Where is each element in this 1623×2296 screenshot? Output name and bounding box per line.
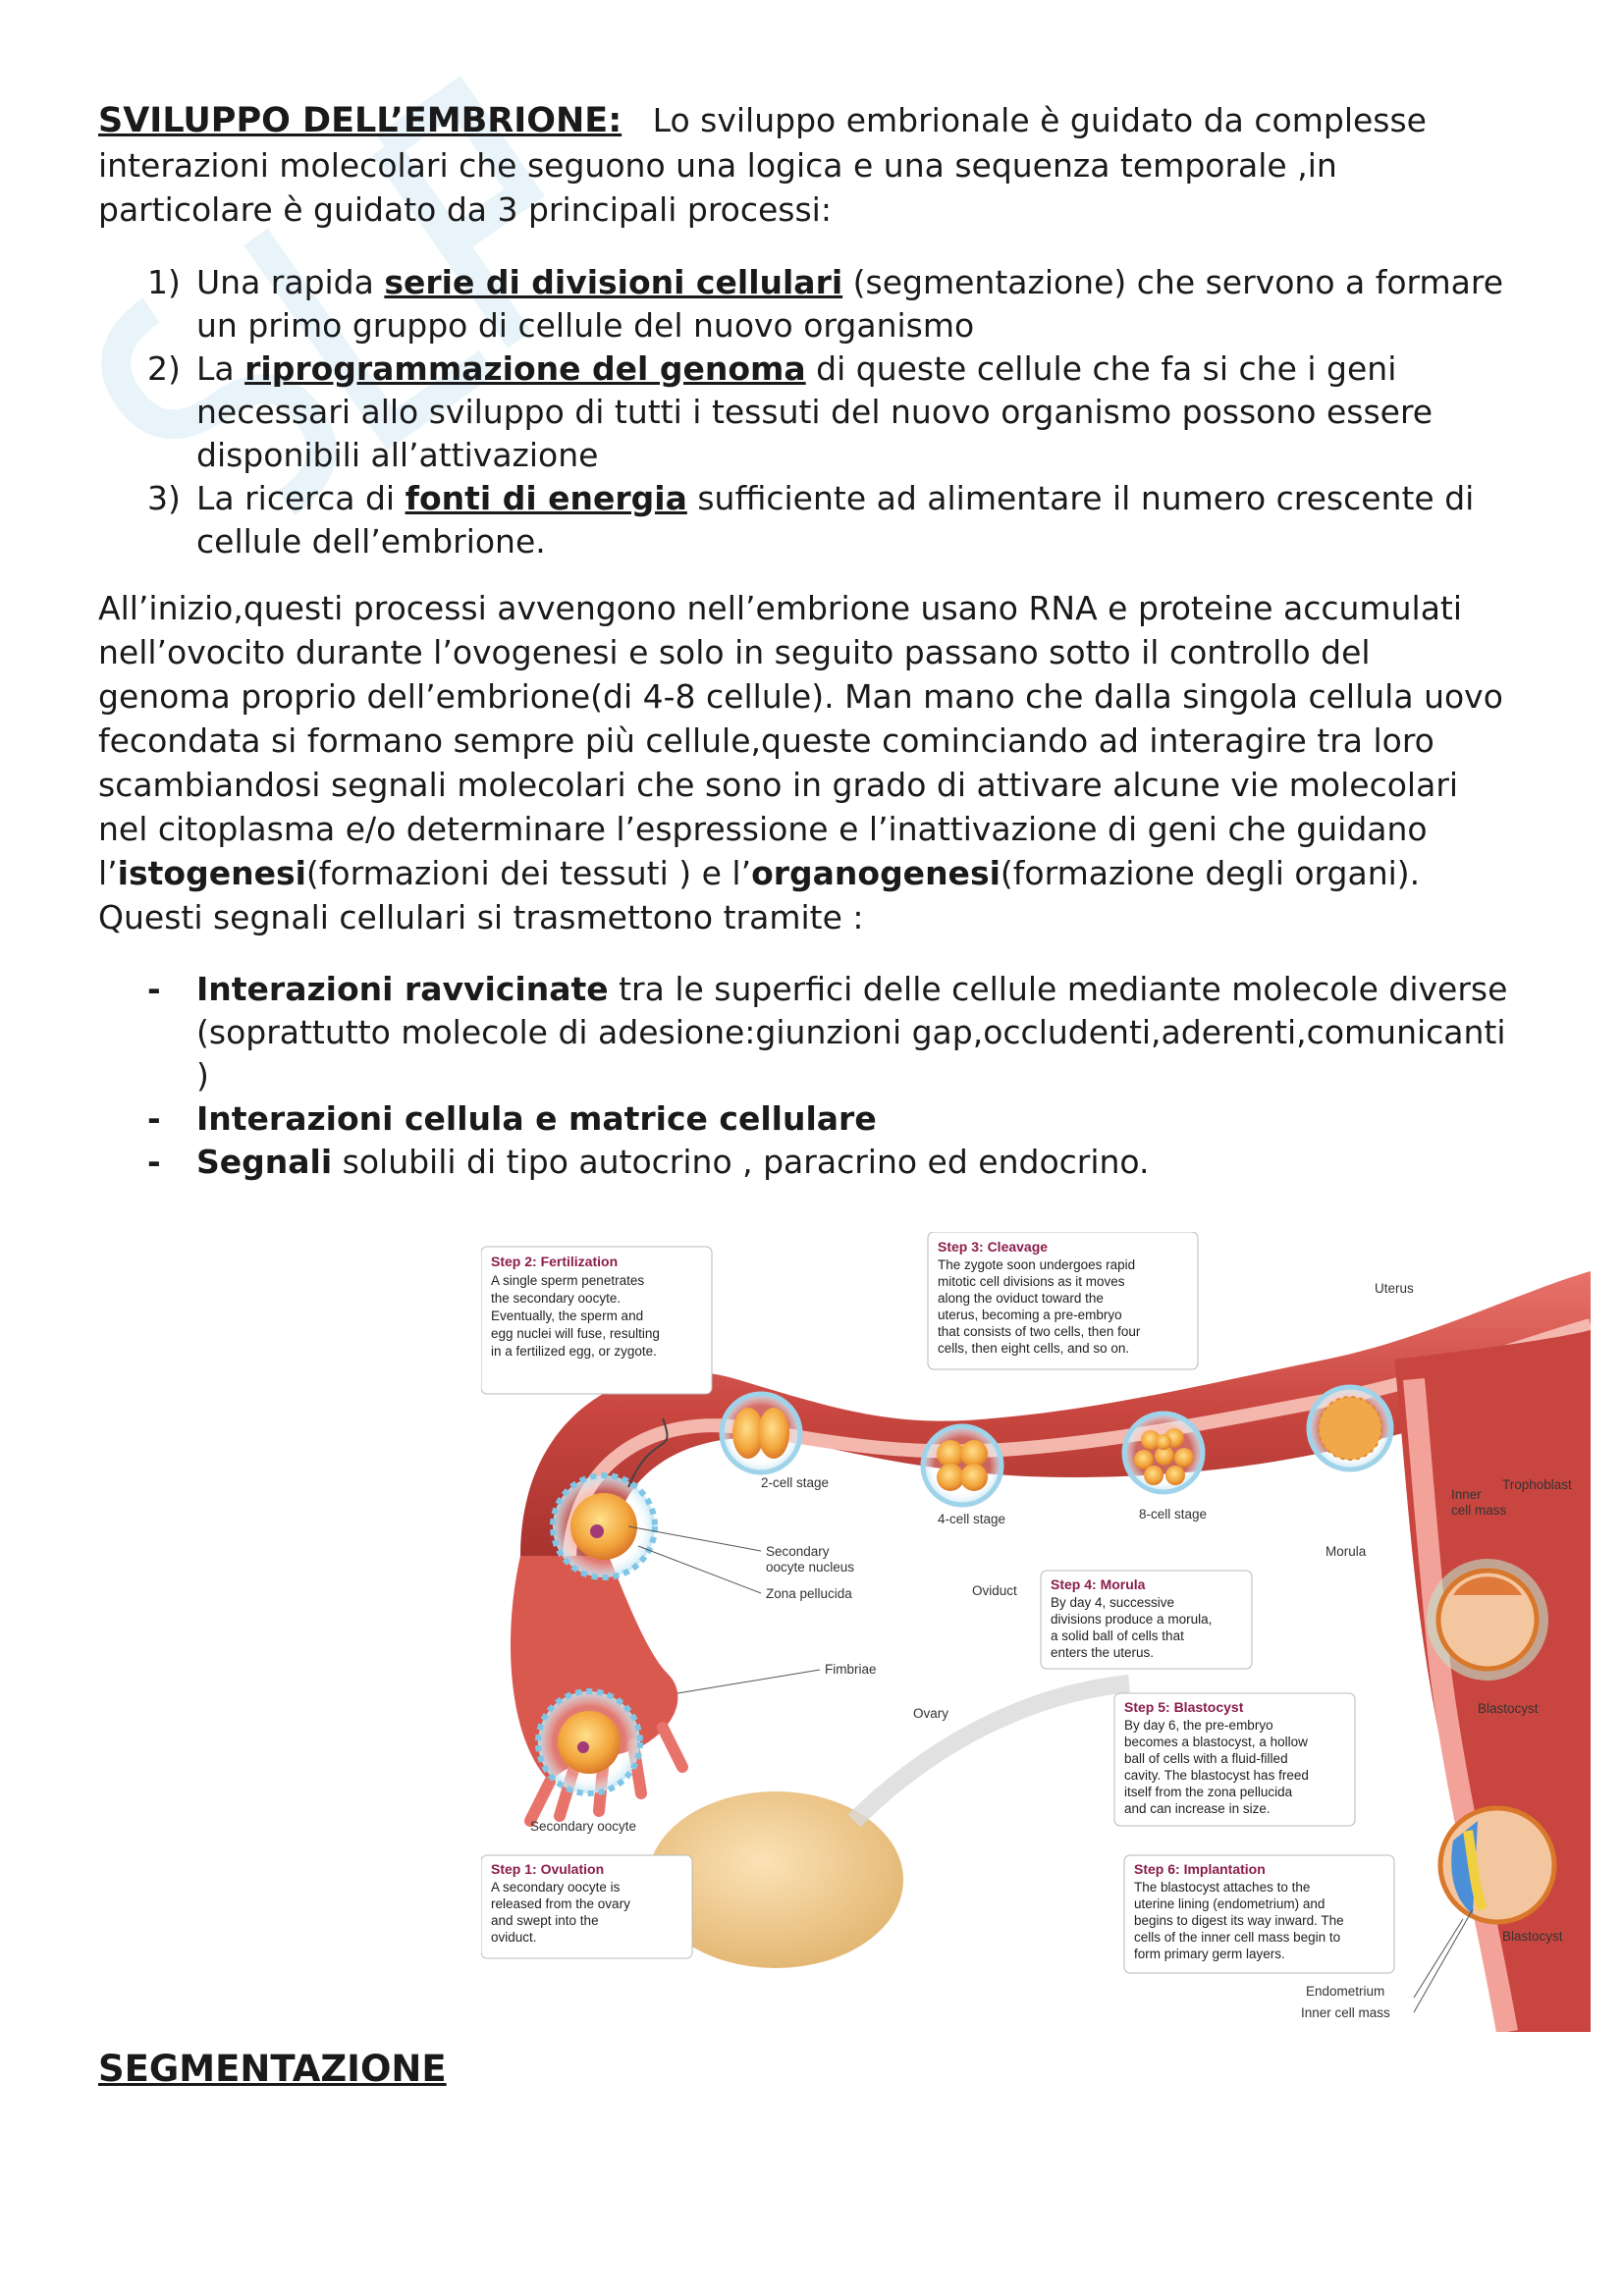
- callout-step1: [481, 1855, 692, 1958]
- step6-line: uterine lining (endometrium) and: [1134, 1896, 1325, 1911]
- label-uterus: Uterus: [1375, 1281, 1414, 1296]
- intro-text: Lo sviluppo embrionale è guidato da complesse: [652, 101, 1427, 139]
- list-text: La ricerca di: [196, 479, 406, 517]
- step2-line: egg nuclei will fuse, resulting: [491, 1326, 660, 1341]
- step5-title: Step 5: Blastocyst: [1124, 1699, 1244, 1715]
- list-text: necessari allo sviluppo di tutti i tessuti del nuovo organismo possono essere: [196, 393, 1434, 431]
- list-text: Una rapida: [196, 263, 385, 301]
- list-keyword: fonti di energia: [405, 479, 687, 517]
- body-paragraph: [98, 586, 1551, 939]
- list-keyword: serie di divisioni cellulari: [384, 263, 843, 301]
- two-cell-embryo: [722, 1394, 800, 1472]
- paragraph-line: nel citoplasma e/o determinare l’espressione e l’inattivazione di geni che guidano: [98, 810, 1428, 848]
- label-fimbriae: Fimbriae: [825, 1662, 877, 1677]
- callout-step4: [1041, 1571, 1252, 1669]
- section-heading-segmentazione: SEGMENTAZIONE: [98, 2048, 447, 2090]
- step2-line: A single sperm penetrates: [491, 1273, 645, 1288]
- label-secondary-oocyte-nucleus: Secondary: [766, 1544, 830, 1559]
- callout-step5: [1114, 1693, 1355, 1826]
- list-text: (segmentazione) che servono a formare: [842, 263, 1504, 301]
- step2-title: Step 2: Fertilization: [491, 1254, 619, 1269]
- step5-line: cavity. The blastocyst has freed: [1124, 1768, 1309, 1783]
- paragraph-line: scambiandosi segnali molecolari che sono in grado di attivare alcune vie molecolari: [98, 766, 1459, 804]
- step4-line: By day 4, successive: [1051, 1595, 1175, 1610]
- label-4-cell-stage: 4-cell stage: [938, 1512, 1006, 1526]
- list-keyword: Interazioni ravvicinate: [196, 970, 609, 1008]
- step5-line: By day 6, the pre-embryo: [1124, 1718, 1273, 1733]
- intro-line-2: interazioni molecolari che seguono una logica e una sequenza temporale ,in: [98, 146, 1337, 185]
- label-inner-cell-mass-bottom: Inner cell mass: [1301, 2005, 1390, 2020]
- figure-illustration: [481, 1232, 1591, 2032]
- step1-line: and swept into the: [491, 1913, 599, 1928]
- list-dash: -: [147, 970, 161, 1008]
- list-text: solubili di tipo autocrino , paracrino ed endocrino.: [332, 1143, 1150, 1181]
- step2-line: the secondary oocyte.: [491, 1291, 622, 1306]
- label-oviduct: Oviduct: [972, 1583, 1017, 1598]
- step6-line: The blastocyst attaches to the: [1134, 1880, 1311, 1895]
- embryo-development-figure: [481, 1232, 1591, 2032]
- paragraph-line: [98, 851, 1551, 895]
- list-dash: -: [147, 1099, 161, 1138]
- secondary-oocyte-core: [558, 1711, 621, 1774]
- paragraph-line: fecondata si formano sempre più cellule,queste cominciando ad interagire tra loro: [98, 721, 1434, 760]
- process-list: [98, 261, 1551, 563]
- label-8-cell-stage: 8-cell stage: [1139, 1507, 1208, 1522]
- step5-line: becomes a blastocyst, a hollow: [1124, 1735, 1308, 1749]
- list-number: 1): [147, 263, 181, 301]
- label-blastocyst-1: Blastocyst: [1478, 1701, 1539, 1716]
- list-number: 2): [147, 349, 181, 388]
- label-zona-pellucida: Zona pellucida: [766, 1586, 852, 1601]
- step4-line: enters the uterus.: [1051, 1645, 1155, 1660]
- step2-line: Eventually, the sperm and: [491, 1308, 644, 1323]
- step3-line: along the oviduct toward the: [938, 1291, 1104, 1306]
- list-number: 3): [147, 479, 181, 517]
- paragraph-text: l’: [98, 854, 118, 892]
- step1-line: oviduct.: [491, 1930, 537, 1945]
- list-item: [98, 261, 1551, 347]
- step4-title: Step 4: Morula: [1051, 1576, 1146, 1592]
- list-text: di queste cellule che fa si che i geni: [805, 349, 1397, 388]
- label-endometrium: Endometrium: [1306, 1984, 1385, 1999]
- step4-line: a solid ball of cells that: [1051, 1629, 1184, 1643]
- step3-line: cells, then eight cells, and so on.: [938, 1341, 1130, 1356]
- list-text: ): [196, 1056, 209, 1095]
- paragraph-line: Questi segnali cellulari si trasmettono tramite :: [98, 898, 864, 936]
- eight-cell-embryo: [1124, 1414, 1203, 1492]
- list-keyword: Interazioni cellula e matrice cellulare: [196, 1099, 877, 1138]
- step3-line: uterus, becoming a pre-embryo: [938, 1308, 1122, 1322]
- step6-line: begins to digest its way inward. The: [1134, 1913, 1344, 1928]
- callout-step6: [1124, 1855, 1394, 1973]
- step2-line: in a fertilized egg, or zygote.: [491, 1344, 657, 1359]
- paragraph-text: (formazioni dei tessuti ) e l’: [305, 854, 752, 892]
- oocyte-nucleus: [590, 1524, 604, 1538]
- step6-line: cells of the inner cell mass begin to: [1134, 1930, 1341, 1945]
- step5-line: and can increase in size.: [1124, 1801, 1271, 1816]
- page-title: SVILUPPO DELL’EMBRIONE:: [98, 101, 622, 140]
- list-keyword: riprogrammazione del genoma: [244, 349, 806, 388]
- label-2-cell-stage: 2-cell stage: [761, 1475, 830, 1490]
- intro-line-3: particolare è guidato da 3 principali processi:: [98, 190, 832, 229]
- label-secondary-oocyte: Secondary oocyte: [530, 1819, 637, 1834]
- ovary-ligament: [854, 1683, 1129, 1821]
- intro-paragraph: [98, 98, 1551, 232]
- blastocyst-free: [1427, 1559, 1548, 1681]
- list-dash: -: [147, 1143, 161, 1181]
- list-item: [98, 347, 1551, 477]
- paragraph-text: (formazione degli organi).: [1000, 854, 1421, 892]
- keyword-organogenesi: organogenesi: [751, 854, 1001, 892]
- step1-title: Step 1: Ovulation: [491, 1861, 605, 1877]
- signals-list: [98, 968, 1551, 1184]
- label-morula: Morula: [1325, 1544, 1367, 1559]
- step3-line: The zygote soon undergoes rapid: [938, 1257, 1136, 1272]
- label-inner: Inner: [1451, 1487, 1482, 1502]
- step4-line: divisions produce a morula,: [1051, 1612, 1213, 1627]
- intro-line-1: [98, 98, 1551, 143]
- callout-step3: [928, 1232, 1198, 1369]
- keyword-istogenesi: istogenesi: [117, 854, 306, 892]
- list-text: tra le superfici delle cellule mediante molecole diverse: [608, 970, 1508, 1008]
- step6-line: form primary germ layers.: [1134, 1947, 1285, 1961]
- list-text: (soprattutto molecole di adesione:giunzioni gap,occludenti,aderenti,comunicanti: [196, 1013, 1506, 1051]
- step6-title: Step 6: Implantation: [1134, 1861, 1266, 1877]
- list-item: [98, 1097, 1551, 1141]
- label-blastocyst-2: Blastocyst: [1502, 1929, 1563, 1944]
- callout-step2: [481, 1247, 712, 1394]
- step5-line: ball of cells with a fluid-filled: [1124, 1751, 1288, 1766]
- label-ovary: Ovary: [913, 1706, 949, 1721]
- fertilized-oocyte-core: [570, 1493, 637, 1560]
- step3-title: Step 3: Cleavage: [938, 1239, 1049, 1255]
- blastocyst-implanting: [1440, 1808, 1554, 1922]
- list-item: [98, 968, 1551, 1097]
- paragraph-line: genoma proprio dell’embrione(di 4-8 cellule). Man mano che dalla singola cellula uovo: [98, 677, 1503, 716]
- step5-line: itself from the zona pellucida: [1124, 1785, 1293, 1799]
- step1-line: A secondary oocyte is: [491, 1880, 621, 1895]
- morula: [1309, 1387, 1391, 1469]
- paragraph-line: All’inizio,questi processi avvengono nell’embrione usano RNA e proteine accumulati: [98, 589, 1463, 627]
- list-item: [98, 477, 1551, 563]
- secondary-oocyte-nucleus: [577, 1741, 589, 1753]
- step3-line: mitotic cell divisions as it moves: [938, 1274, 1125, 1289]
- step1-line: released from the ovary: [491, 1896, 630, 1911]
- list-text: disponibili all’attivazione: [196, 436, 599, 474]
- label-trophoblast: Trophoblast: [1502, 1477, 1572, 1492]
- step3-line: that consists of two cells, then four: [938, 1324, 1141, 1339]
- list-text: cellule dell’embrione.: [196, 522, 546, 561]
- paragraph-line: nell’ovocito durante l’ovogenesi e solo in seguito passano sotto il controllo del: [98, 633, 1371, 671]
- list-keyword: Segnali: [196, 1143, 333, 1181]
- list-text: un primo gruppo di cellule del nuovo organismo: [196, 306, 975, 345]
- label-secondary-oocyte-nucleus-2: oocyte nucleus: [766, 1560, 855, 1575]
- four-cell-embryo: [923, 1426, 1001, 1505]
- list-item: [98, 1141, 1551, 1184]
- list-text: La: [196, 349, 245, 388]
- list-text: sufficiente ad alimentare il numero crescente di: [686, 479, 1475, 517]
- label-cell-mass: cell mass: [1451, 1503, 1507, 1518]
